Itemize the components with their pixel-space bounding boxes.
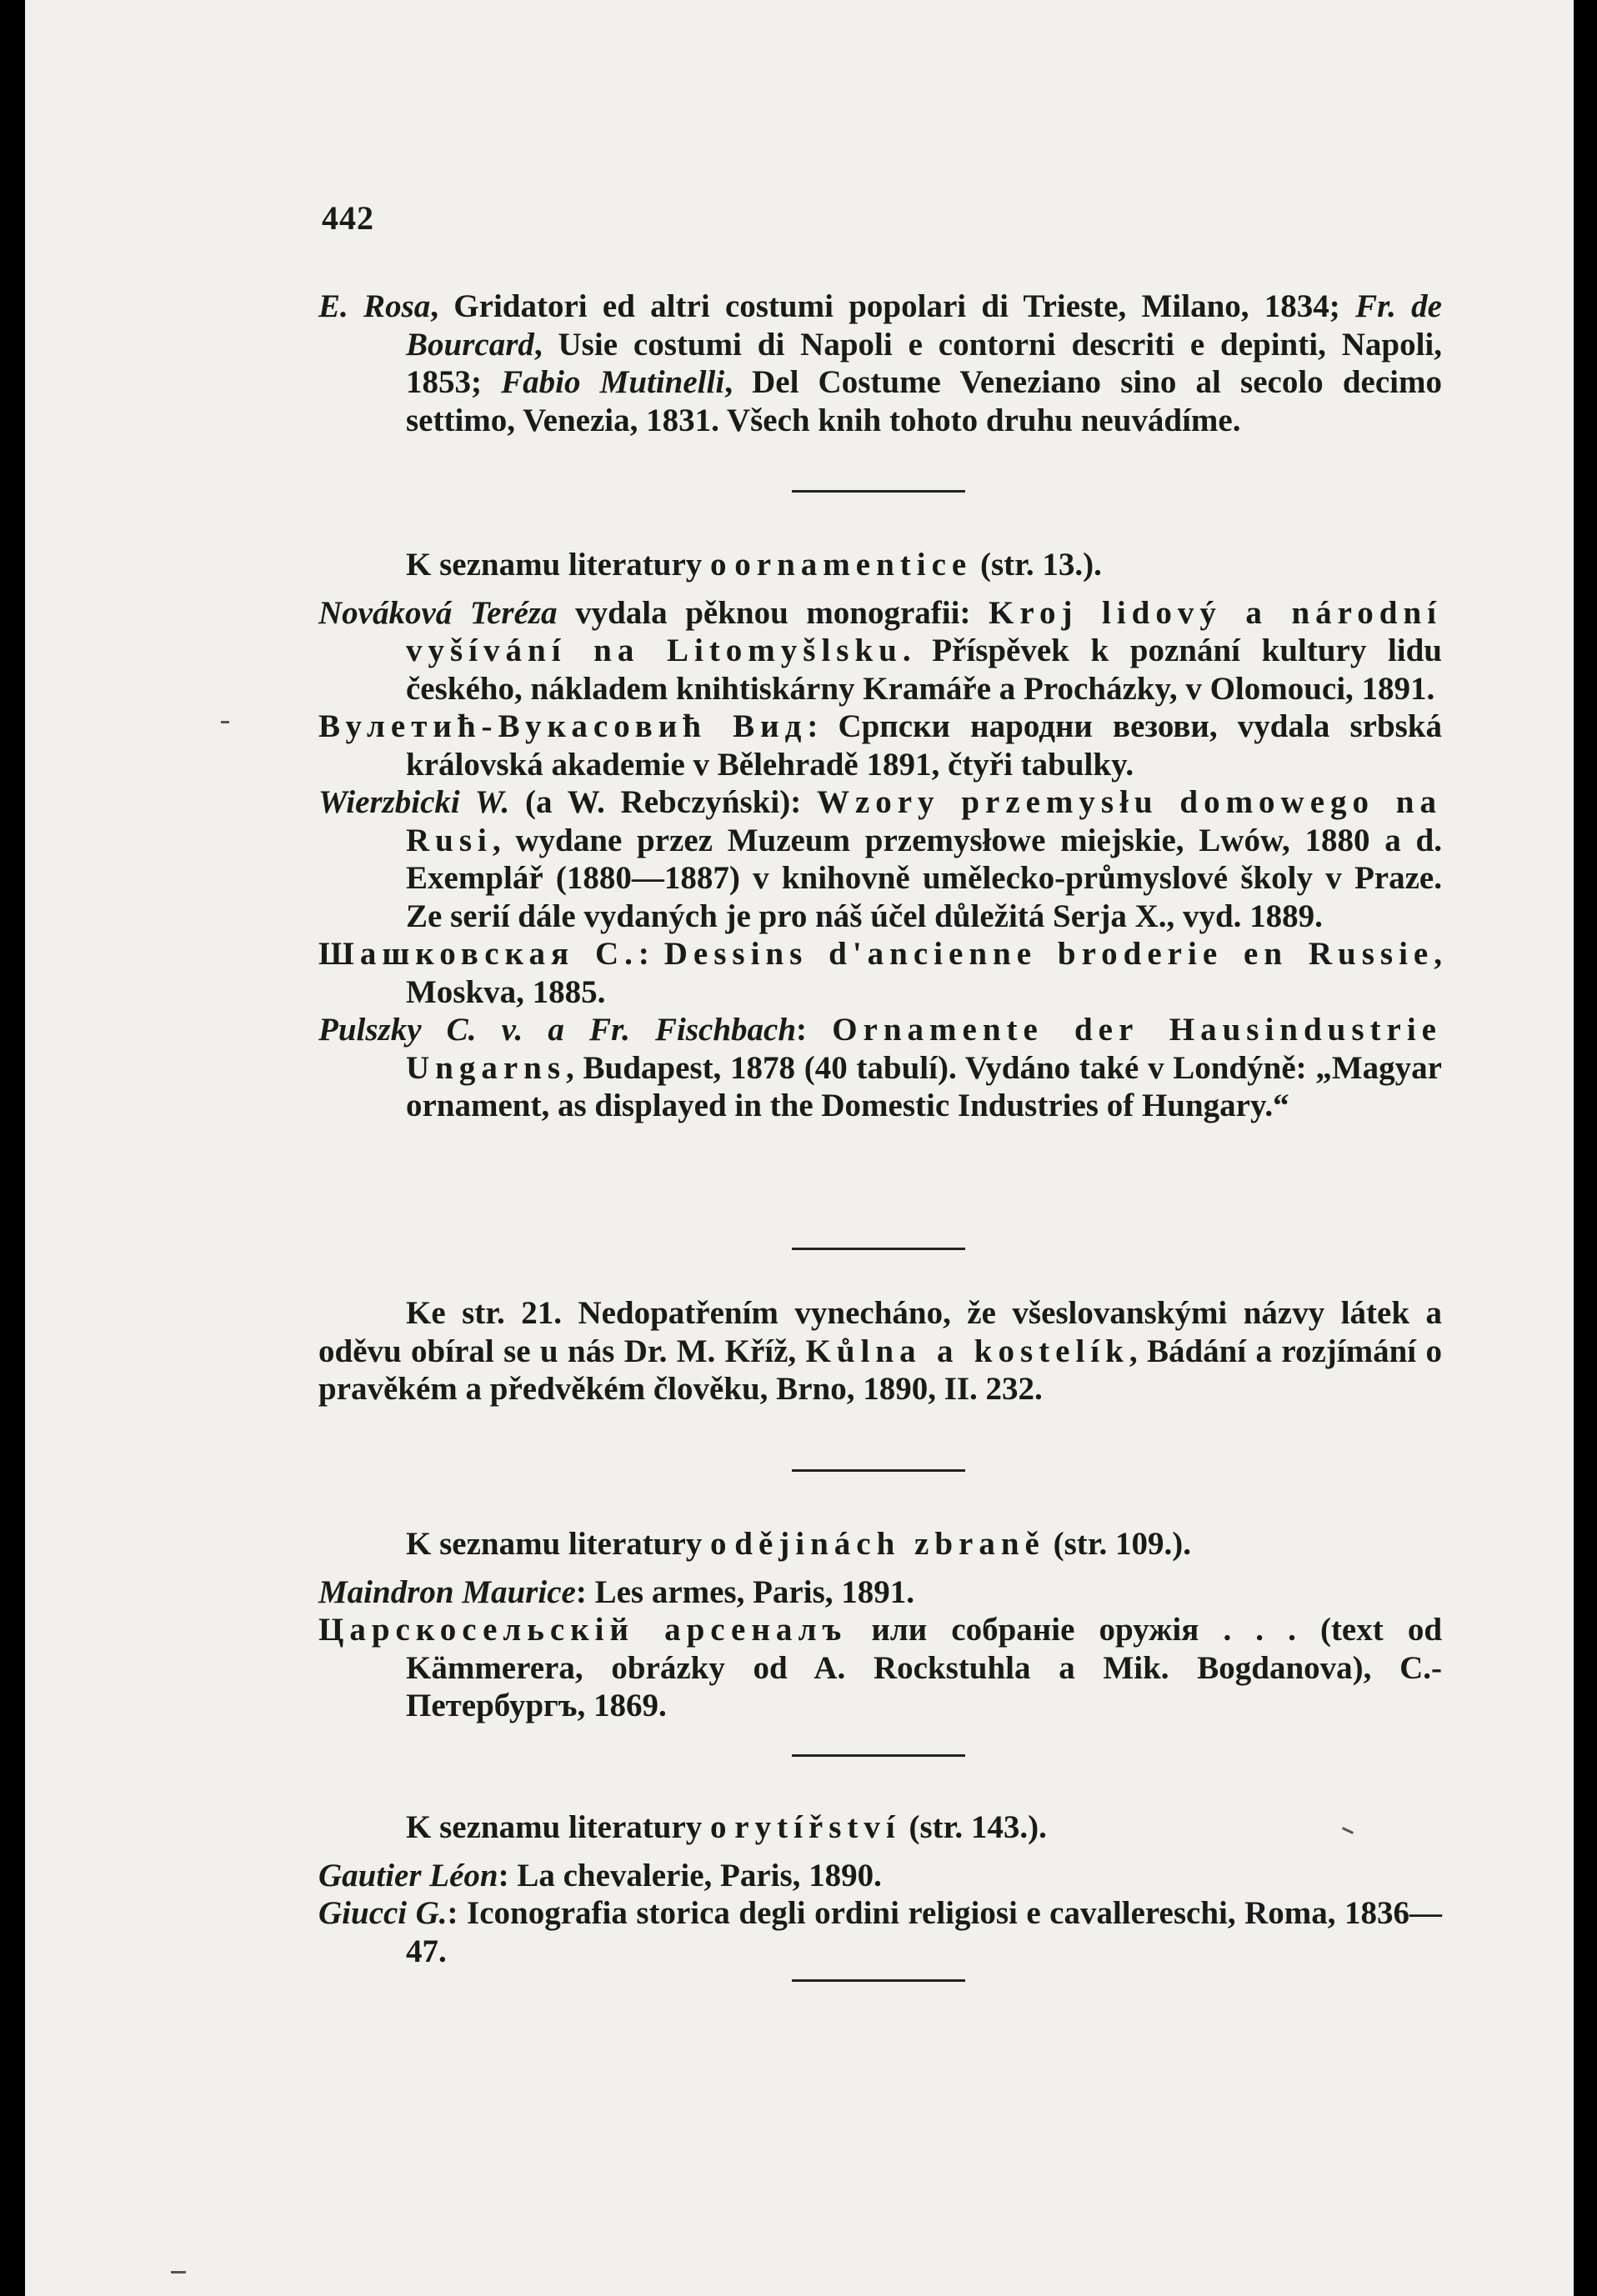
- intro-block: [318, 288, 1442, 439]
- note-text: Ke str. 21. Nedopatřením vynecháno, že všeslovanskými názvy látek a oděvu obíral se u nás Dr. M. Kříž,: [318, 1295, 1442, 1369]
- section-zbrane: [318, 1525, 1442, 1725]
- bibliography-entry: [318, 708, 1442, 783]
- entry-title: Kroj lidový a národní vyšívání na Litomyšlsku: [406, 594, 1442, 668]
- section-divider: [792, 1754, 965, 1757]
- entry-text: , Gridatori ed altri costumi popolari di Trieste, Milano, 1834;: [430, 288, 1356, 324]
- entry-title: Ornamente der Hausindustrie Ungarns: [406, 1012, 1442, 1086]
- bibliography-entry: [318, 1611, 1442, 1725]
- author-name: Вулетић-Вукасовић Вид: [318, 708, 808, 744]
- bibliography-entry: [318, 935, 1442, 1011]
- section-heading: [318, 1808, 1442, 1847]
- entry-text: :: [796, 1012, 833, 1048]
- heading-text: K seznamu literatury o: [406, 1809, 735, 1845]
- section-divider: [792, 1469, 965, 1472]
- bibliography-entry: [318, 594, 1442, 708]
- heading-text: (str. 143.).: [900, 1809, 1047, 1845]
- heading-text: (str. 13.).: [972, 547, 1102, 583]
- author-name: Maindron Maurice: [318, 1573, 576, 1610]
- entry-text: . Příspěvek k poznání kultury lidu českého, nákladem knihtiskárny Kramáře a Procházky, v Olomouci, 1891.: [406, 633, 1442, 707]
- heading-text: K seznamu literatury o: [406, 1526, 735, 1562]
- entry-text: :: [638, 936, 664, 972]
- book-page: [25, 0, 1574, 2296]
- section-rytirstvi: [318, 1808, 1442, 1970]
- entry-text: : Српски народни везови, vydala srbská královská akademie v Bělehradě 1891, čtyři tabulky.: [406, 708, 1442, 783]
- entry-text: : La chevalerie, Paris, 1890.: [498, 1857, 882, 1893]
- section-note: [318, 1294, 1442, 1408]
- author-name: Fabio Mutinelli: [501, 364, 725, 400]
- author-name: E. Rosa: [318, 288, 431, 324]
- heading-emphasis: ornamentice: [734, 547, 973, 583]
- entry-text: или собраніе оружія . . . (text od Kämmerera, obrázky od A. Rockstuhla a Mik. Bogdanova), С.-Петербургъ, 1869.: [406, 1612, 1443, 1723]
- bibliography-entry: [318, 1894, 1442, 1970]
- entry-text: , Usie costumi di Napoli e contorni descriti e depinti, Napoli, 1853;: [406, 326, 1442, 400]
- bibliography-entry: [318, 1857, 1442, 1895]
- section-divider: [792, 1248, 965, 1250]
- entry-text: (a W. Rebczyński):: [509, 784, 817, 820]
- bibliography-entry: [318, 783, 1442, 935]
- section-divider: [792, 1979, 965, 1982]
- section-heading: [318, 1525, 1442, 1563]
- section-heading: [318, 546, 1442, 584]
- heading-emphasis: dějinách zbraně: [734, 1526, 1045, 1562]
- entry-text: , Del Costume Veneziano sino al secolo decimo settimo, Venezia, 1831. Všech knih tohoto druhu neuvádíme.: [406, 364, 1442, 438]
- heading-text: (str. 109.).: [1044, 1526, 1191, 1562]
- note-title: Kůlna a kostelík: [805, 1333, 1129, 1369]
- intro-paragraph: [318, 288, 1442, 439]
- page-number: 442: [322, 199, 374, 237]
- entry-text: , Moskva, 1885.: [406, 936, 1442, 1010]
- entry-text: , wydane przez Muzeum przemysłowe miejskie, Lwów, 1880 a d. Exemplář (1880—1887) v knihovně umělecko-průmyslové školy v Praze. Ze serií dále vydaných je pro náš účel důležitá Serja X., vyd. 1889.: [406, 822, 1442, 934]
- entry-title: Царскосельскій арсеналъ: [318, 1612, 848, 1648]
- bibliography-entry: [318, 1011, 1442, 1125]
- author-name: Fr. de Bourcard: [406, 288, 1442, 363]
- heading-emphasis: rytířství: [734, 1809, 901, 1845]
- author-name: Giucci G.: [318, 1895, 448, 1931]
- section-ornamentika: [318, 546, 1442, 1125]
- section-divider: [792, 490, 965, 493]
- entry-title: Wzory przemysłu domowego na Rusi: [406, 784, 1442, 858]
- author-name: Wierzbicki W.: [318, 784, 510, 820]
- author-name: Шашковская С.: [318, 936, 638, 972]
- scan-speck: [171, 2271, 186, 2273]
- bibliography-entry: [318, 1573, 1442, 1612]
- author-name: Nováková Teréza: [318, 594, 558, 631]
- entry-title: Dessins d'ancienne broderie en Russie: [663, 936, 1434, 972]
- entry-text: , Budapest, 1878 (40 tabulí). Vydáno také v Londýně: „Magyar ornament, as displayed in the Domestic Industries of Hungary.“: [406, 1049, 1442, 1123]
- author-name: Gautier Léon: [318, 1857, 498, 1893]
- note-text: , Bádání a rozjímání o pravěkém a předvěkém člověku, Brno, 1890, II. 232.: [318, 1333, 1442, 1407]
- heading-text: K seznamu literatury o: [406, 547, 735, 583]
- entry-text: : Les armes, Paris, 1891.: [575, 1573, 914, 1610]
- entry-text: vydala pěknou monografii:: [557, 594, 989, 631]
- entry-text: : Iconografia storica degli ordini religiosi e cavallereschi, Roma, 1836—47.: [406, 1895, 1442, 1969]
- author-name: Pulszky C. v. a Fr. Fischbach: [318, 1012, 797, 1048]
- scan-speck: [221, 721, 229, 723]
- note-paragraph: [318, 1294, 1442, 1408]
